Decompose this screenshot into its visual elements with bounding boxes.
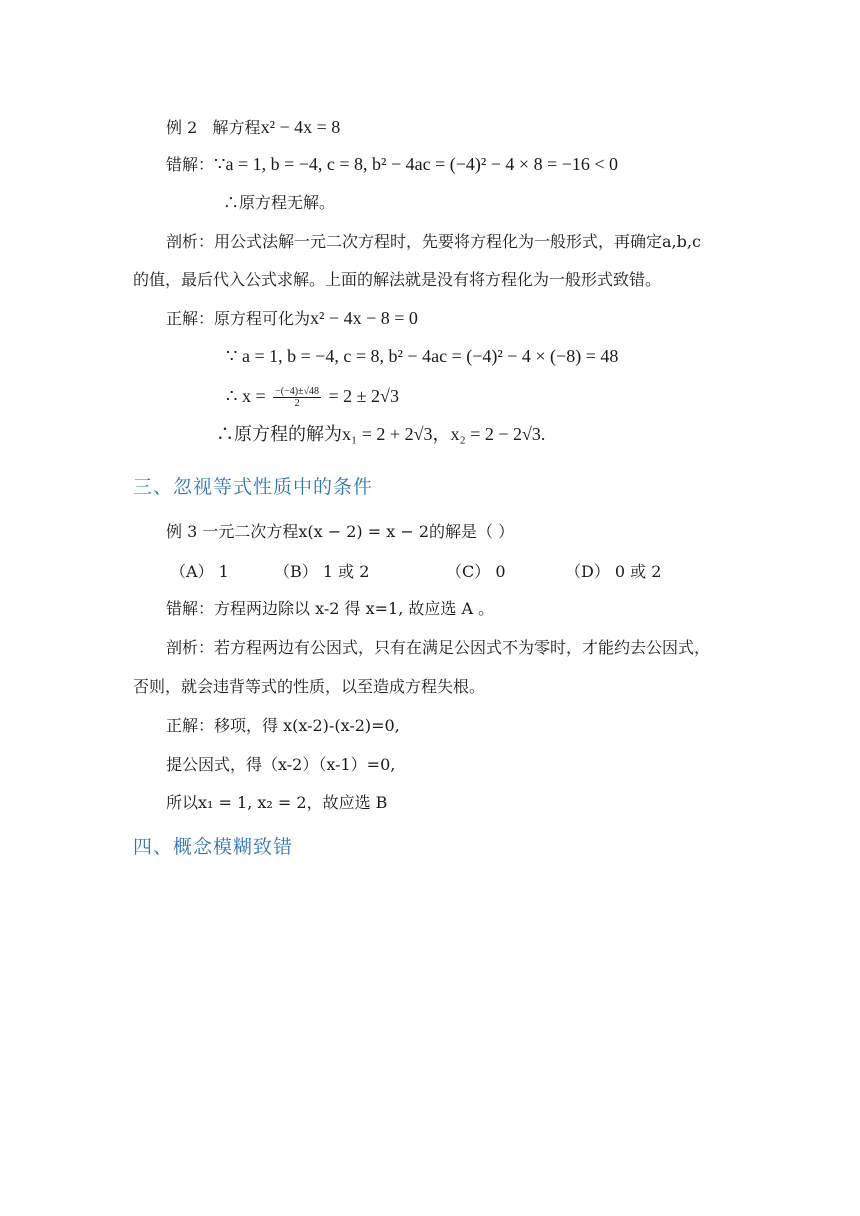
quadratic-fraction	[273, 386, 321, 409]
example2-analysis-line1: 剖析：用公式法解一元二次方程时，先要将方程化为一般形式，再确定a,b,c	[166, 232, 701, 251]
example2-wrong-solution	[166, 153, 618, 176]
fraction-numerator: −(−4)±√48	[275, 386, 320, 398]
example3-correct-step1: 正解：移项，得 x(x-2)-(x-2)=0,	[166, 716, 400, 735]
example3-analysis-line2: 否则，就会违背等式的性质，以至造成方程失根。	[133, 677, 486, 696]
section4-heading: 四、概念模糊致错	[133, 836, 294, 858]
example2-question-text: 解方程	[212, 118, 261, 137]
example3-correct-step3: 所以x₁ = 1, x₂ = 2，故应选 B	[166, 793, 388, 812]
section3-heading: 三、忽视等式性质中的条件	[133, 476, 374, 498]
example2-step3: ∴原方程的解为x₁ = 2 + 2√3，x₂ = 2 − 2√3.	[216, 424, 546, 444]
wrong-label: 错解：	[166, 155, 215, 174]
example3-question: 例 3 一元二次方程x(x − 2) = x − 2的解是（ ）	[166, 522, 515, 541]
example3-wrong-solution: 错解：方程两边除以 x-2 得 x=1, 故应选 A 。	[166, 599, 495, 618]
example2-step2	[226, 385, 399, 409]
correct-label: 正解：	[166, 309, 215, 328]
correct-text: 原方程可化为	[214, 309, 311, 328]
example3-analysis-line1: 剖析：若方程两边有公因式，只有在满足公因式不为零时，才能约去公因式，	[166, 638, 711, 657]
fraction-denominator: 2	[294, 398, 300, 410]
example2-label: 例 2	[166, 118, 198, 137]
example2-correct-solution	[166, 307, 418, 330]
example2-wrong-conclusion: ∴原方程无解。	[223, 193, 336, 212]
wrong-equation: ∵a = 1, b = −4, c = 8, b² − 4ac = (−4)² − 4 × 8 = −16 < 0	[214, 154, 619, 174]
example3-correct-step2: 提公因式，得（x-2）（x-1）=0,	[166, 755, 396, 774]
example2-question	[166, 116, 340, 139]
example2-analysis-line2: 的值，最后代入公式求解。上面的解法就是没有将方程化为一般形式致错。	[133, 270, 662, 289]
example2-step1: ∵ a = 1, b = −4, c = 8, b² − 4ac = (−4)² − 4 × (−8) = 48	[226, 346, 619, 366]
option-c: （C） 0	[446, 562, 506, 581]
option-d: （D） 0 或 2	[565, 562, 662, 581]
option-b: （B） 1 或 2	[274, 562, 370, 581]
step2-prefix: ∴ x =	[226, 386, 266, 406]
example2-equation: x² − 4x = 8	[260, 117, 341, 137]
option-a: （A） 1	[170, 562, 229, 581]
step2-suffix: = 2 ± 2√3	[328, 386, 399, 406]
correct-equation: x² − 4x − 8 = 0	[310, 308, 418, 328]
